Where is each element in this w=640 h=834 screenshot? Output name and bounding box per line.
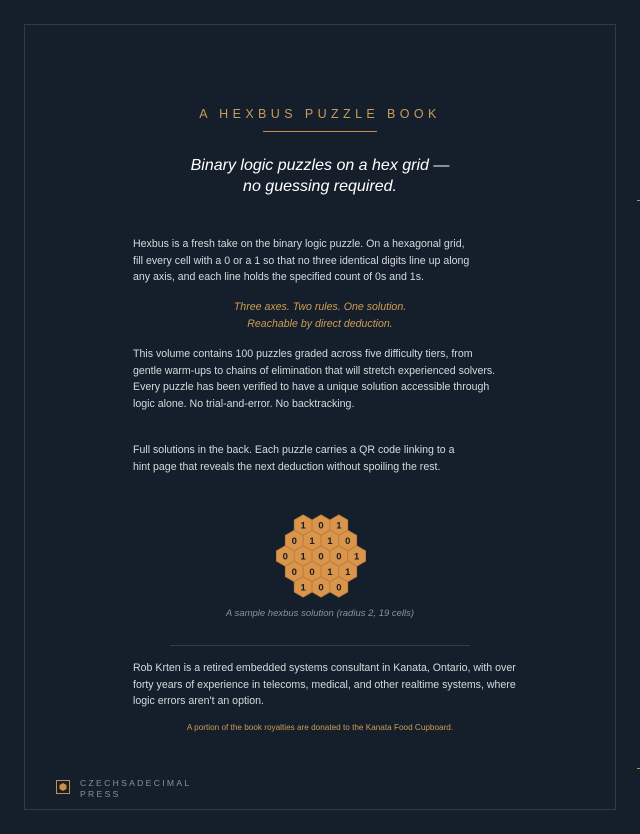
text-line: logic alone. No trial-and-error. No backtracking. [133, 397, 355, 410]
text-line: logic errors aren't an option. [133, 695, 264, 707]
title-underline [263, 131, 377, 132]
text-line: Hexbus is a fresh take on the binary logic puzzle. On a hexagonal grid, [133, 238, 465, 250]
hex-cell-value: 1 [300, 582, 306, 594]
sample-hex-grid [271, 509, 371, 603]
text-line: gentle warm-ups to chains of elimination that will stretch experienced solvers. [133, 364, 496, 377]
hexagon-logo-icon [56, 780, 70, 794]
hex-cell-value: 0 [318, 582, 324, 594]
tagline-line: Three axes. Two rules. One solution. [233, 301, 407, 313]
hex-cell-value: 0 [291, 566, 297, 578]
text-line: Full solutions in the back. Each puzzle carries a QR code linking to a [133, 444, 455, 456]
publisher-name [80, 778, 280, 799]
publisher-line: CZECHSADECIMAL [80, 778, 192, 788]
subtitle [0, 155, 640, 197]
text-line: Rob Krten is a retired embedded systems consultant in Kanata, Ontario, with over [133, 662, 516, 674]
sample-caption: A sample hexbus solution (radius 2, 19 cells) [225, 608, 415, 619]
hex-cell-value: 1 [327, 566, 333, 578]
hex-cell-value: 0 [282, 551, 288, 563]
hex-cell-value: 0 [336, 582, 342, 594]
section-divider [170, 645, 470, 646]
hex-cell-value: 0 [318, 551, 324, 563]
intro-paragraph [133, 236, 523, 286]
author-paragraph [133, 660, 523, 710]
hex-cell-value: 0 [291, 535, 297, 547]
hex-cell-value: 1 [300, 551, 306, 563]
hex-cell-value: 1 [336, 520, 342, 532]
solutions-paragraph [133, 442, 523, 475]
subtitle-line: Binary logic puzzles on a hex grid — [190, 157, 450, 174]
hex-cell-value: 1 [345, 566, 351, 578]
hex-cell-value: 1 [327, 535, 333, 547]
text-line: fill every cell with a 0 or a 1 so that no three identical digits line up along [133, 254, 470, 267]
hex-cell-value: 1 [309, 535, 315, 547]
hex-cell-value: 0 [309, 566, 315, 578]
text-line: forty years of experience in telecoms, medical, and other realtime systems, where [133, 678, 516, 691]
hex-cell-value: 1 [300, 520, 306, 532]
subtitle-line: no guessing required. [243, 178, 397, 195]
hex-cell-value: 0 [318, 520, 324, 532]
tagline [0, 299, 640, 332]
text-line: any axis, and each line holds the specified count of 0s and 1s. [133, 271, 424, 283]
royalties-note: A portion of the book royalties are donated to the Kanata Food Cupboard. [186, 723, 454, 732]
hex-cell-value: 1 [354, 551, 360, 563]
publisher-line: PRESS [80, 788, 121, 799]
hex-cell-value: 0 [336, 551, 342, 563]
text-line: Every puzzle has been verified to have a unique solution accessible through [133, 381, 490, 393]
hex-cell-value: 0 [345, 535, 351, 547]
tagline-line: Reachable by direct deduction. [247, 317, 393, 330]
book-kicker: A HEXBUS PUZZLE BOOK [199, 107, 441, 121]
text-line: This volume contains 100 puzzles graded across five difficulty tiers, from [133, 348, 473, 360]
volume-paragraph [133, 346, 523, 412]
text-line: hint page that reveals the next deduction without spoiling the rest. [133, 460, 441, 473]
